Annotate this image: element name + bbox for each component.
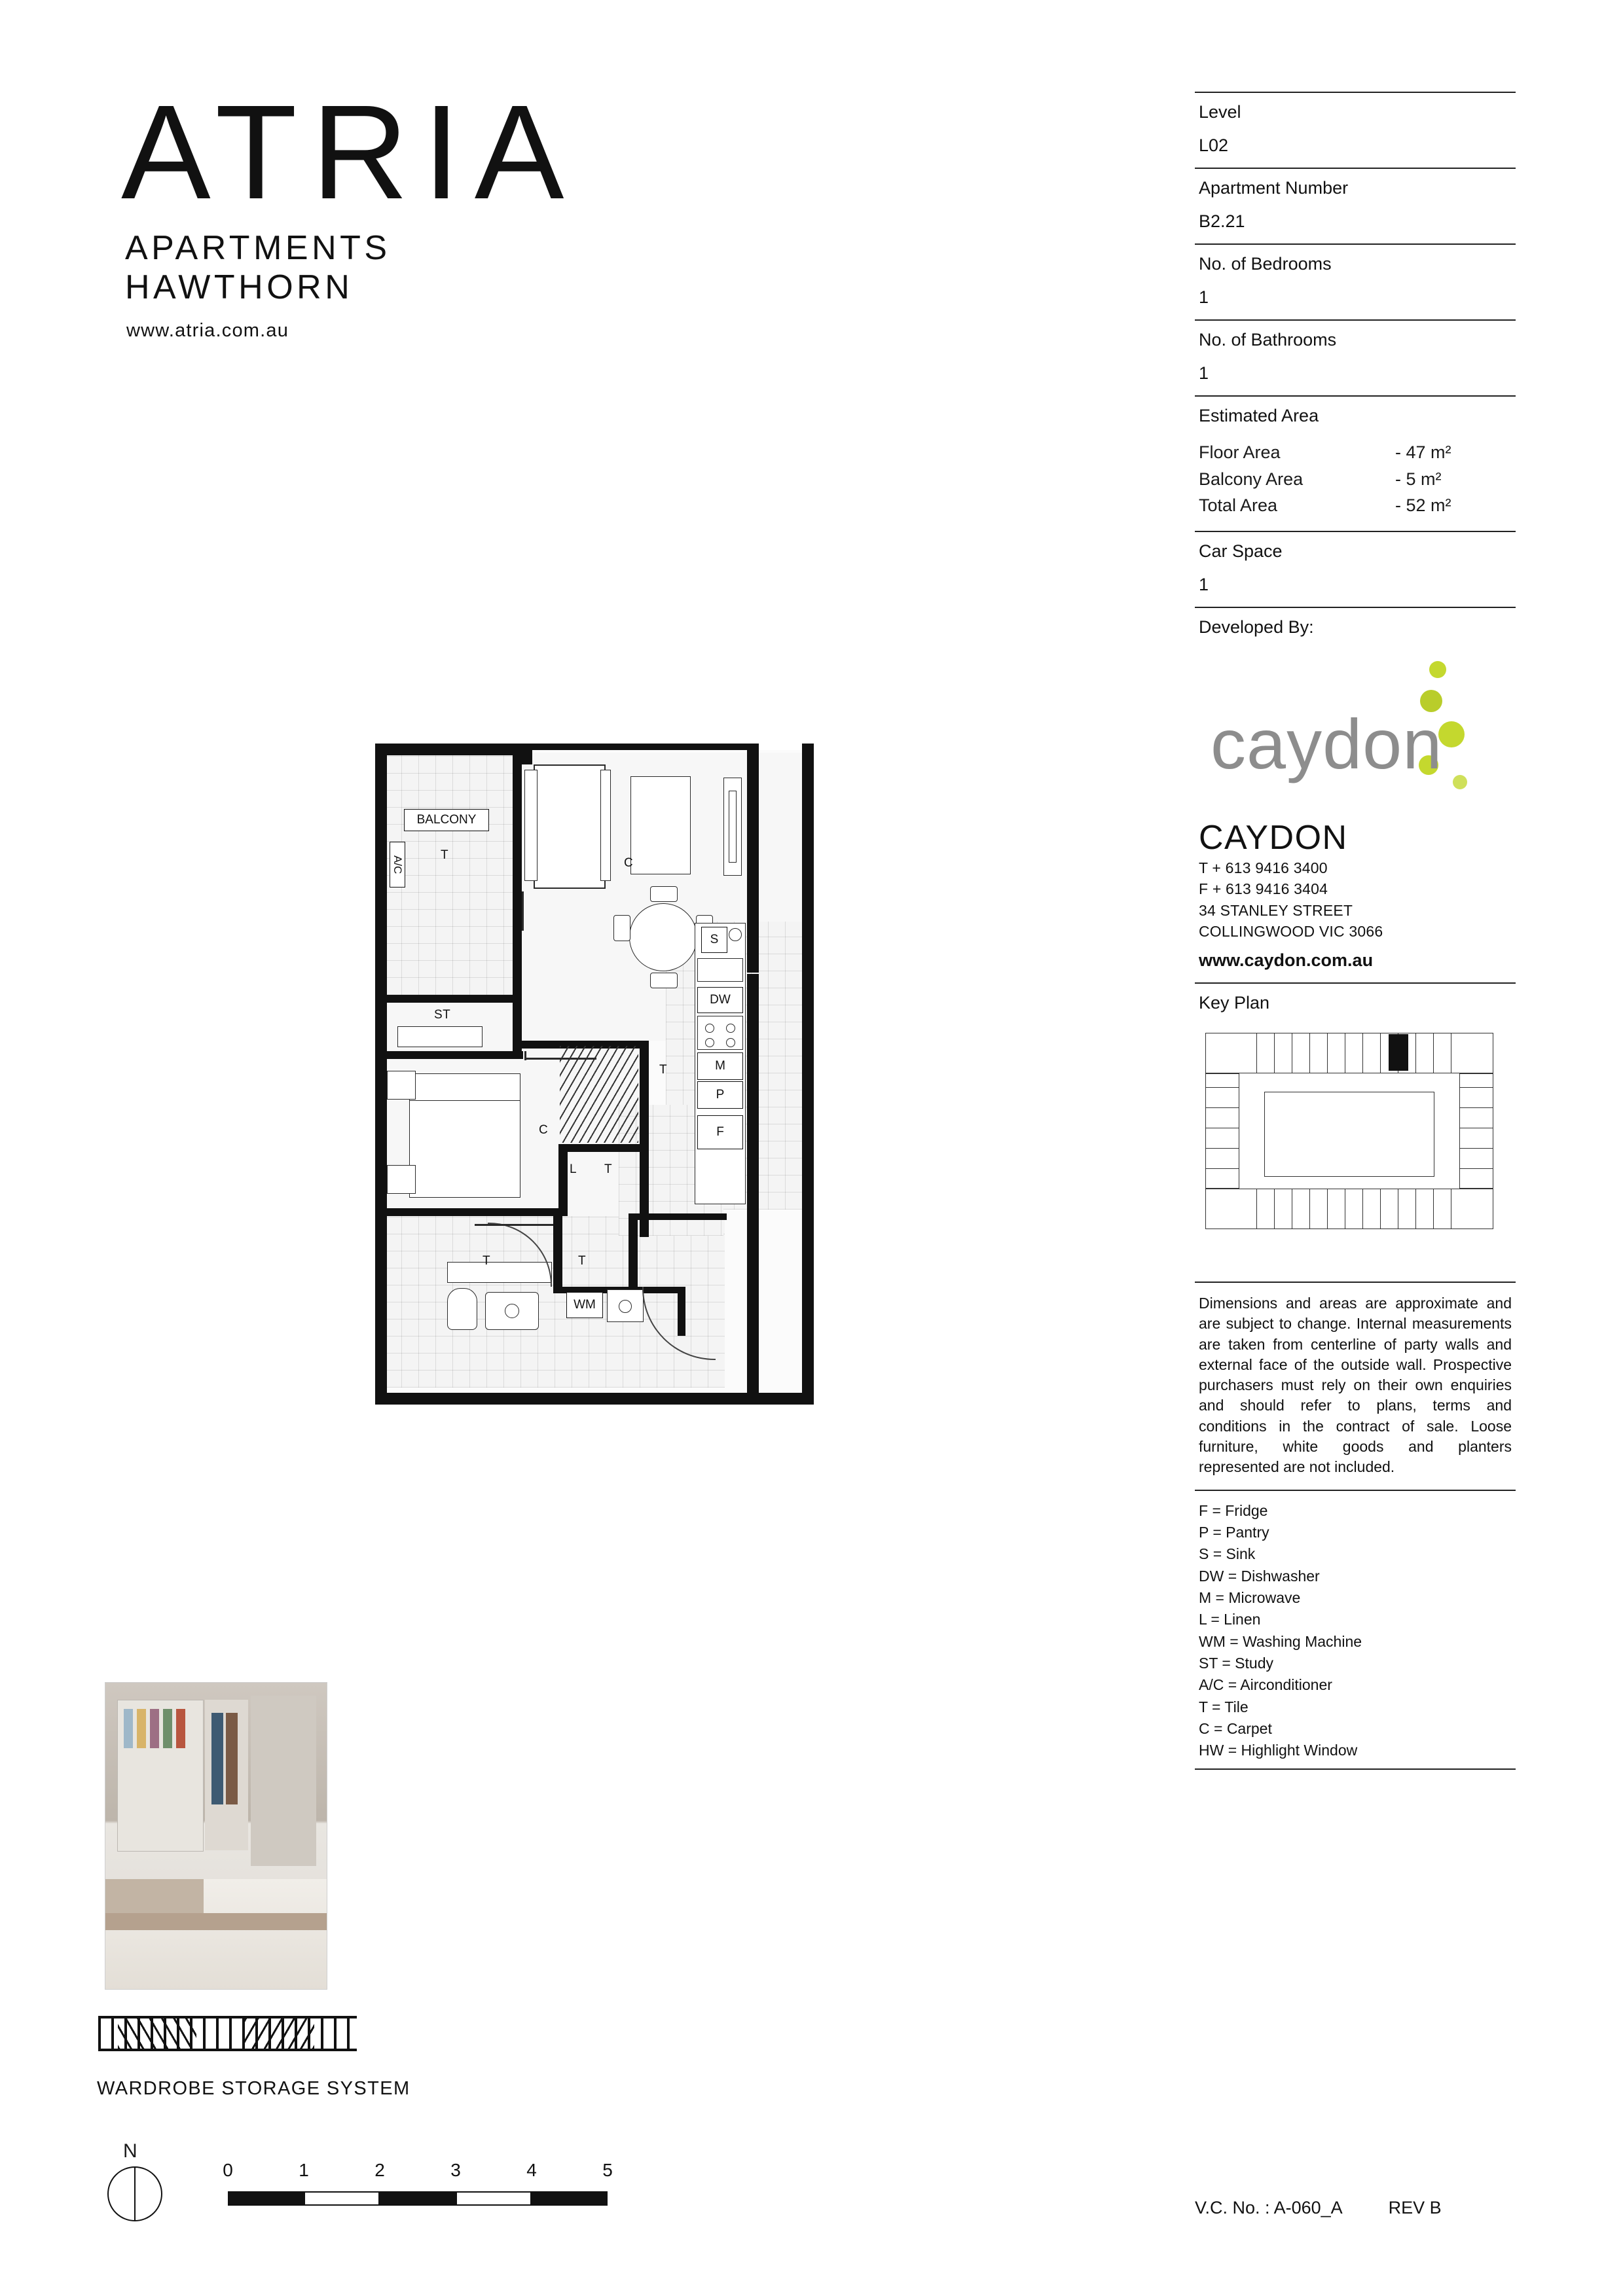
wall-kitchen-east	[747, 974, 759, 1170]
oven-knob-1	[705, 1024, 714, 1033]
document-footer	[1195, 2198, 1522, 2218]
wardrobe-rail-bottom	[98, 2049, 357, 2051]
scale-tick: 4	[526, 2160, 537, 2180]
scale-segment-open-2	[456, 2191, 532, 2206]
caydon-dot-1	[1429, 661, 1446, 678]
bedrooms-label: No. of Bedrooms	[1199, 254, 1332, 274]
area-row	[1199, 439, 1512, 466]
bathrooms-value: 1	[1199, 363, 1209, 383]
wall-kitchen-east-2	[747, 1170, 759, 1393]
dining-chair-s	[650, 973, 678, 988]
fridge-label: F	[697, 1115, 743, 1149]
wall-west	[375, 744, 387, 1405]
vc-number: V.C. No. : A-060_A	[1195, 2198, 1343, 2217]
living-carpet-label: C	[624, 856, 634, 870]
bedrooms-value: 1	[1199, 287, 1209, 307]
dining-chair-n	[650, 886, 678, 902]
bathrooms-label: No. of Bathrooms	[1199, 330, 1337, 350]
spec-row-bathrooms	[1195, 319, 1516, 395]
bath-door-leaf	[475, 1224, 553, 1226]
legend-list	[1195, 1490, 1516, 1768]
photo-hanging-2	[226, 1713, 238, 1804]
legend-item: T = Tile	[1199, 1698, 1249, 1715]
pantry-label: P	[697, 1081, 743, 1109]
floor-area-label: Floor Area	[1199, 442, 1281, 462]
wall-laundry-west	[629, 1216, 638, 1288]
scale-segment-filled-2	[380, 2191, 456, 2206]
apartment-label: Apartment Number	[1199, 178, 1349, 198]
cooktop	[697, 958, 743, 982]
wall-study-bottom	[384, 1051, 523, 1059]
bed-pillow-area	[409, 1073, 520, 1101]
wall-east-1	[747, 744, 759, 868]
photo-bed-pillow	[105, 1879, 204, 1913]
carspace-label: Car Space	[1199, 541, 1283, 561]
scale-tick: 3	[450, 2160, 461, 2180]
bedroom-carpet-label: C	[539, 1123, 549, 1137]
disclaimer-text: Dimensions and areas are approximate and are subject to change. Internal measurements are taken from centerline of party walls and external face of the outside wall. Prospective purchasers must rely on their own enquiries and should refer to plans, terms and conditions in the contract of sale. Loose furniture, white goods and planters represented are not included.	[1199, 1295, 1512, 1476]
legend-item: F = Fridge	[1199, 1501, 1268, 1519]
level-label: Level	[1199, 102, 1241, 122]
study-label: ST	[434, 1008, 451, 1022]
scale-segment-open-1	[304, 2191, 380, 2206]
specification-panel	[1195, 92, 1516, 1770]
caydon-name: CAYDON	[1199, 818, 1348, 857]
floor-plan-drawing	[370, 738, 848, 1419]
key-plan-diagram	[1199, 1026, 1500, 1242]
photo-item-5	[176, 1709, 185, 1748]
wall-bath-east	[553, 1208, 562, 1293]
study-desk	[397, 1026, 483, 1047]
wall-linen	[566, 1144, 649, 1152]
dining-chair-w	[613, 915, 630, 941]
cooktop-burner-1	[729, 928, 742, 941]
wardrobe-hatch-a	[118, 2018, 196, 2049]
balcony-label: BALCONY	[404, 809, 489, 831]
photo-item-4	[163, 1709, 172, 1748]
wardrobe-hatch	[560, 1046, 638, 1143]
spec-row-carspace	[1195, 531, 1516, 607]
total-area-label: Total Area	[1199, 495, 1278, 515]
legend-item: A/C = Airconditioner	[1199, 1676, 1332, 1694]
oven	[697, 1016, 743, 1050]
wardrobe-storage-graphic	[98, 2016, 357, 2056]
photo-item-1	[124, 1709, 133, 1748]
bedside-table-right	[387, 1165, 416, 1194]
oven-knob-3	[705, 1038, 714, 1047]
total-area-value: - 52 m²	[1395, 495, 1451, 515]
caydon-fax: F + 613 9416 3404	[1199, 880, 1328, 898]
photo-hanging-1	[211, 1713, 223, 1804]
wall-bedroom-south	[384, 1208, 561, 1216]
legend-item: M = Microwave	[1199, 1588, 1301, 1606]
north-arrow	[98, 2140, 170, 2238]
wall-balcony-bottom	[384, 995, 522, 1003]
area-row	[1199, 492, 1512, 519]
kp-courtyard	[1264, 1092, 1434, 1177]
bedroom-door-leaf	[524, 1058, 596, 1060]
oven-knob-2	[726, 1024, 735, 1033]
sofa	[534, 764, 606, 889]
basin-bowl	[505, 1304, 519, 1318]
keyplan-label: Key Plan	[1199, 993, 1270, 1013]
scale-tick: 2	[374, 2160, 385, 2180]
photo-bed-runner	[105, 1913, 327, 1930]
caydon-city: COLLINGWOOD VIC 3066	[1199, 923, 1383, 941]
keyplan-block	[1195, 982, 1516, 1254]
wall-east-outer	[802, 744, 814, 1405]
spec-row-level	[1195, 92, 1516, 168]
kp-units-north	[1239, 1033, 1459, 1073]
brand-subtitle: APARTMENTS HAWTHORN	[125, 229, 391, 306]
dining-table	[629, 903, 697, 971]
caydon-dot-5	[1453, 775, 1467, 789]
revision: REV B	[1388, 2198, 1442, 2217]
ac-label: A/C	[390, 842, 405, 888]
north-letter: N	[123, 2140, 137, 2162]
wall-study-side	[513, 995, 522, 1055]
spec-row-apartment	[1195, 168, 1516, 243]
bedroom-door-jamb	[524, 1051, 526, 1060]
north-needle	[134, 2168, 136, 2220]
kp-units-south	[1239, 1189, 1459, 1229]
legend-item: L = Linen	[1199, 1611, 1261, 1628]
spec-row-area	[1195, 395, 1516, 531]
developed-by-label: Developed By:	[1199, 617, 1314, 637]
caydon-website[interactable]: www.caydon.com.au	[1199, 950, 1374, 971]
wall-east-2	[747, 868, 759, 973]
wall-linen-side	[558, 1144, 568, 1216]
caydon-wordmark: caydon	[1211, 704, 1443, 783]
legend-item: WM = Washing Machine	[1199, 1632, 1362, 1650]
spec-row-bedrooms	[1195, 243, 1516, 319]
legend-item: HW = Highlight Window	[1199, 1742, 1358, 1759]
developer-block	[1195, 607, 1516, 983]
atria-logo	[121, 77, 579, 342]
wall-bedroom-east	[640, 1041, 649, 1237]
scale-segment-filled-1	[228, 2191, 304, 2206]
sofa-arm-left	[524, 770, 538, 881]
wall-north-1	[375, 744, 516, 755]
coffee-table	[630, 776, 691, 874]
carspace-value: 1	[1199, 574, 1209, 594]
wardrobe-hatch-b	[242, 2018, 314, 2049]
legend-divider	[1195, 1768, 1516, 1770]
photo-door	[251, 1696, 316, 1866]
photo-item-2	[137, 1709, 146, 1748]
wardrobe-photo	[105, 1682, 327, 1990]
scale-tick: 1	[299, 2160, 309, 2180]
area-row	[1199, 466, 1512, 493]
hall-tile-label: T	[578, 1254, 587, 1268]
wall-north-2	[531, 744, 747, 750]
wall-balcony-living	[513, 762, 522, 995]
balcony-area-label: Balcony Area	[1199, 469, 1304, 489]
bathroom-tile-label: T	[483, 1254, 491, 1268]
legend-item: ST = Study	[1199, 1654, 1274, 1672]
dishwasher-label: DW	[697, 987, 743, 1013]
wardrobe-caption: WARDROBE STORAGE SYSTEM	[97, 2078, 410, 2099]
wc	[447, 1288, 477, 1330]
wall-laundry-top	[629, 1213, 727, 1220]
wall-south	[375, 1393, 814, 1405]
kp-units-east	[1459, 1073, 1493, 1189]
legend-item: C = Carpet	[1199, 1719, 1272, 1737]
kp-units-west	[1205, 1073, 1239, 1189]
legend-item: DW = Dishwasher	[1199, 1567, 1320, 1585]
balcony-tile-label: T	[441, 848, 449, 862]
microwave-label: M	[697, 1052, 743, 1080]
sofa-arm-right	[600, 770, 611, 881]
hall-tile-label-2: T	[604, 1162, 613, 1176]
caydon-logo	[1199, 652, 1512, 816]
sink-label: S	[701, 927, 727, 953]
balcony-area-value: - 5 m²	[1395, 469, 1442, 489]
linen-label: L	[570, 1162, 577, 1176]
legend-item: S = Sink	[1199, 1545, 1256, 1563]
brand-title: ATRIA	[121, 77, 579, 227]
scale-tick: 0	[223, 2160, 233, 2180]
oven-knob-4	[726, 1038, 735, 1047]
legend-item: P = Pantry	[1199, 1523, 1269, 1541]
brand-url: www.atria.com.au	[126, 320, 289, 341]
photo-item-3	[150, 1709, 159, 1748]
trough-bowl	[619, 1300, 632, 1313]
scale-segment-filled-3	[532, 2191, 608, 2206]
kp-highlight-this-apartment	[1389, 1034, 1408, 1071]
tv-screen	[729, 791, 737, 863]
caydon-phone: T + 613 9416 3400	[1199, 859, 1328, 876]
kitchen-tile-label: T	[659, 1063, 668, 1077]
scale-bar	[223, 2160, 629, 2238]
floor-area-value: - 47 m²	[1395, 442, 1451, 462]
bedside-table-left	[387, 1071, 416, 1100]
scale-tick: 5	[602, 2160, 613, 2180]
wm-label: WM	[566, 1292, 603, 1318]
caydon-street: 34 STANLEY STREET	[1199, 901, 1353, 919]
area-label: Estimated Area	[1199, 406, 1319, 425]
apartment-value: B2.21	[1199, 211, 1245, 231]
balcony-slider	[522, 891, 524, 931]
level-value: L02	[1199, 135, 1229, 155]
